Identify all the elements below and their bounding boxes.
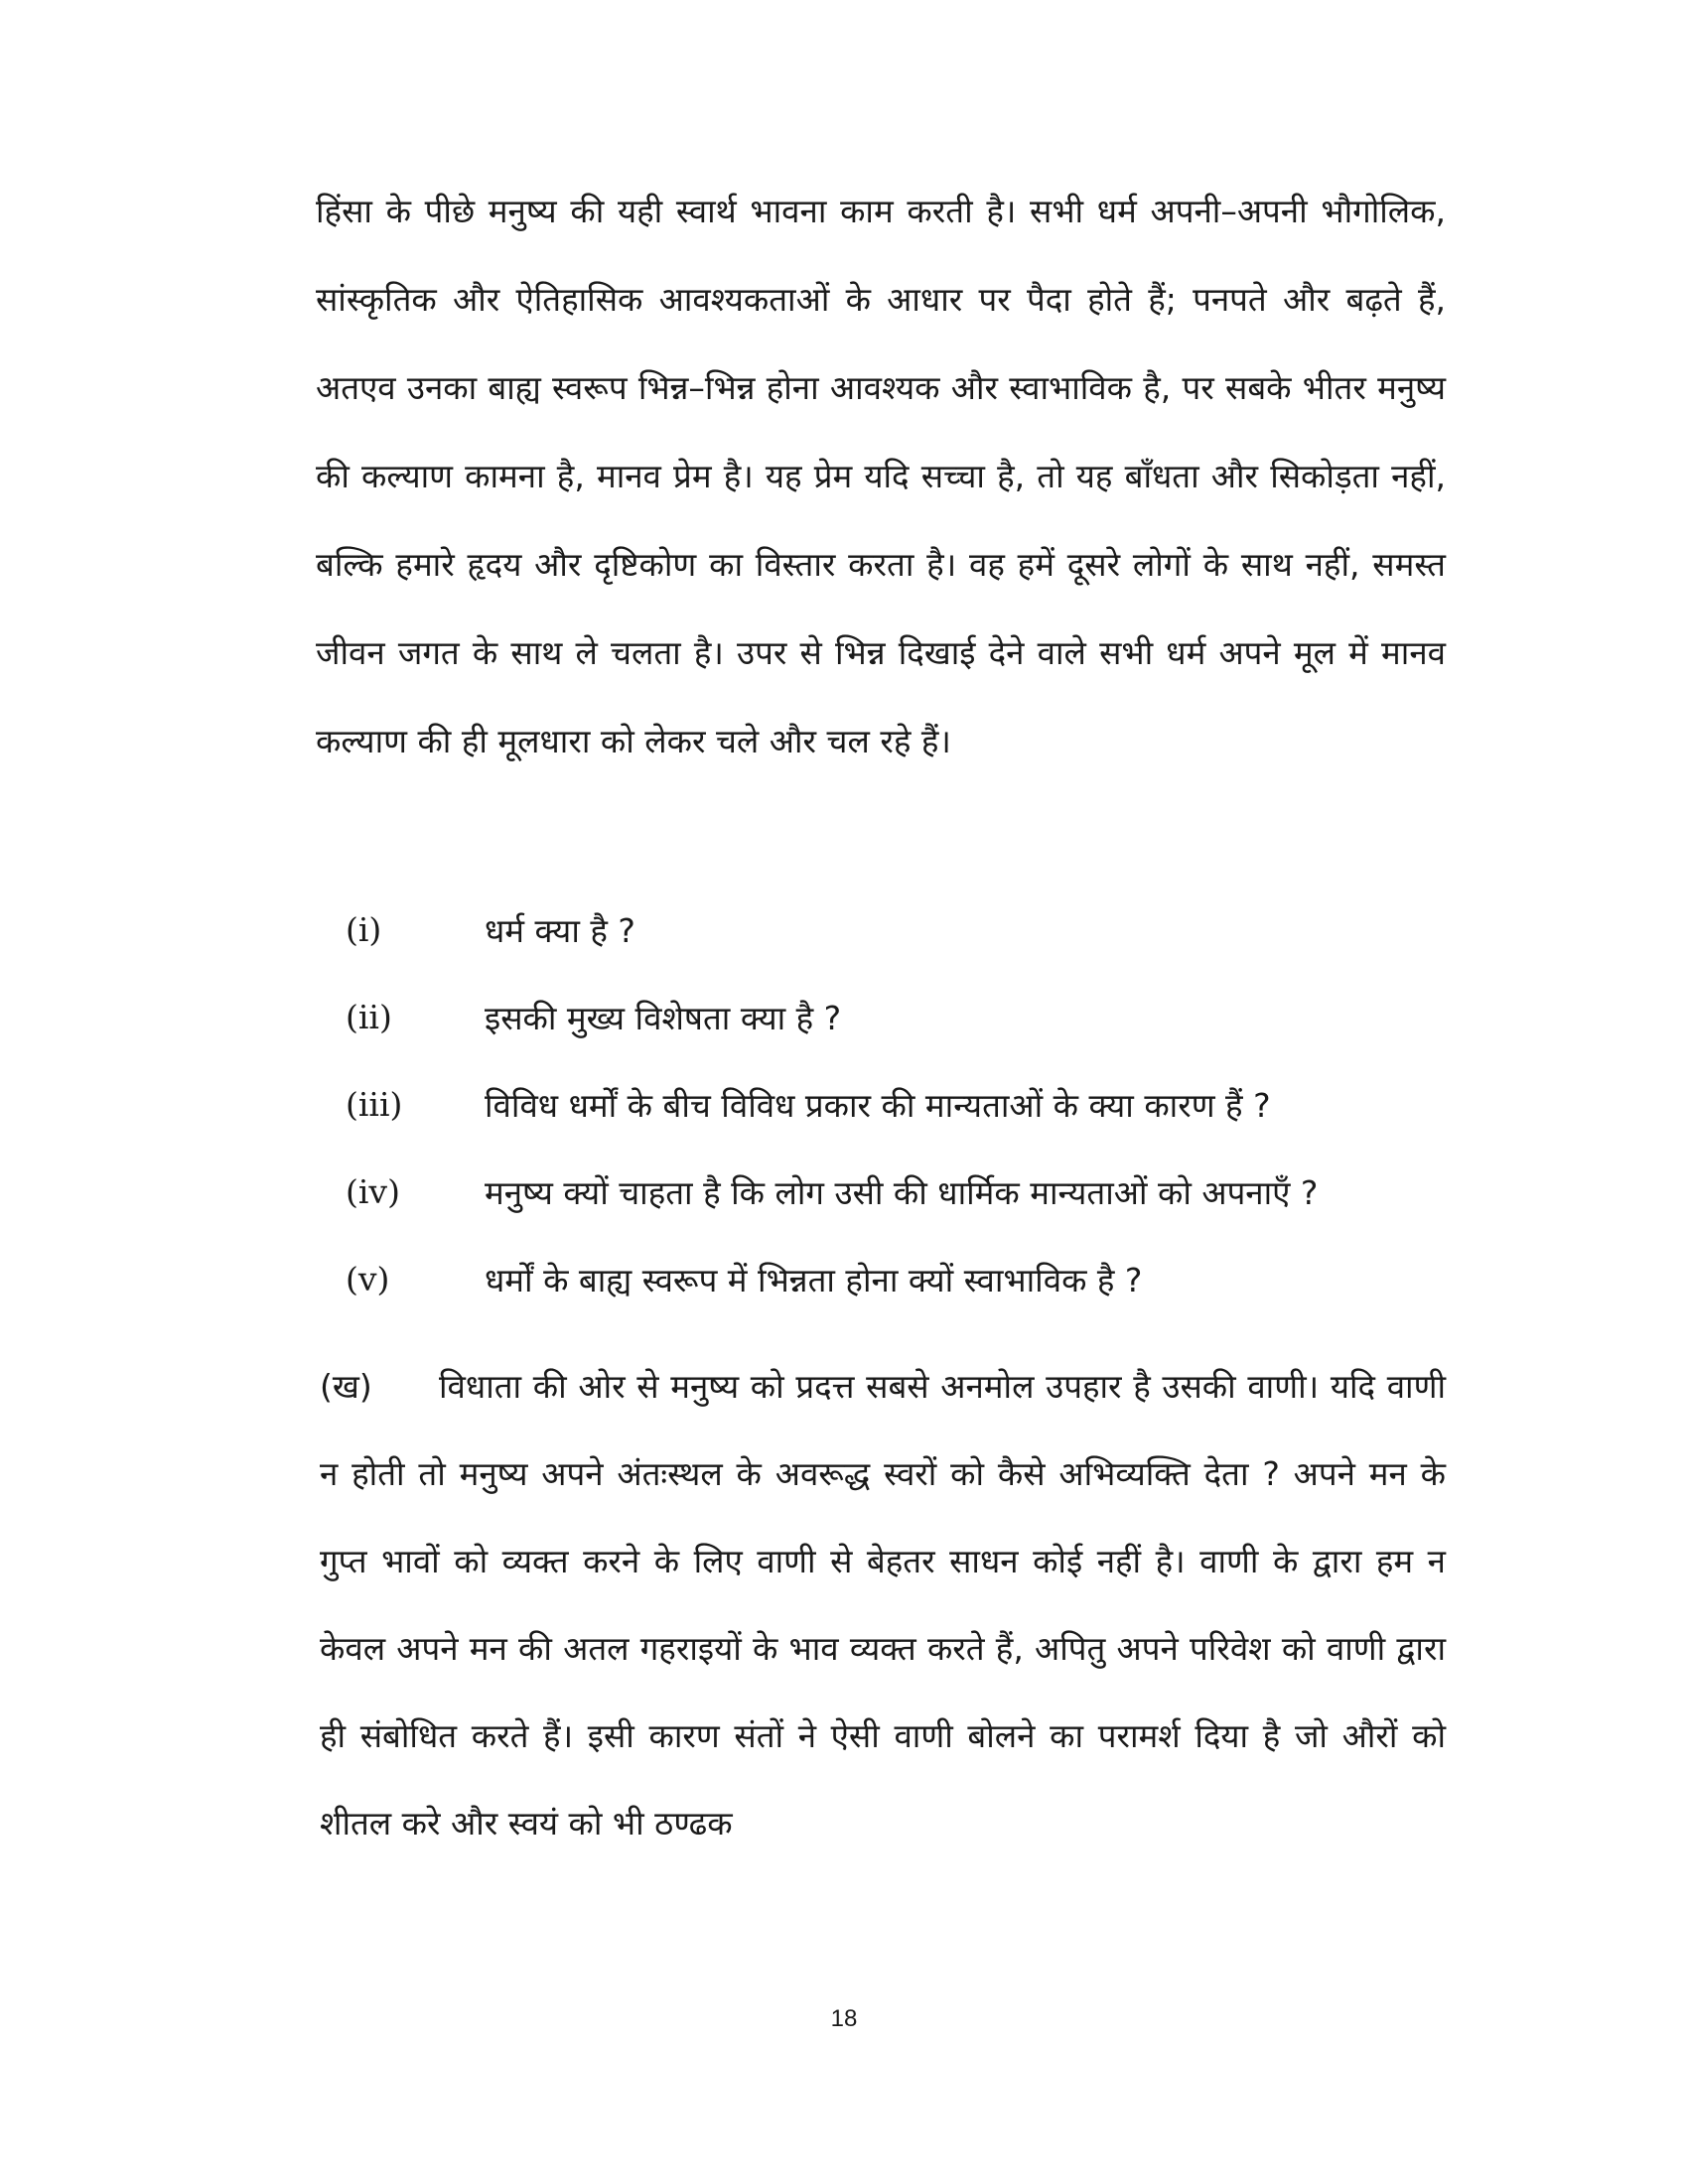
passage-one: हिंसा के पीछे मनुष्य की यही स्वार्थ भावना काम करती है। सभी धर्म अपनी–अपनी भौगोलिक, सांस्कृतिक और ऐतिहासिक आवश्यकताओं के आधार पर पैदा होते हैं; पनपते और बढ़ते हैं, अतएव उनका बाह्य स्वरूप भिन्न–भिन्न होना आवश्यक और स्वाभाविक है, पर सबके भीतर मनुष्य की कल्याण कामना है, मानव प्रेम है। यह प्रेम यदि सच्चा है, तो यह बाँधता और सिकोड़ता नहीं, बल्कि हमारे हृदय और दृष्टिकोण का विस्तार करता है। वह हमें दूसरे लोगों के साथ नहीं, समस्त जीवन जगत के साथ ले चलता है। उपर से भिन्न दिखाई देने वाले सभी धर्म अपने मूल में मानव कल्याण की ही मूलधारा को लेकर चले और चल रहे हैं। xyxy=(316,192,1446,760)
passage-two xyxy=(320,1343,1446,1867)
question-number: (iv) xyxy=(346,1171,400,1211)
section-marker: (ख) xyxy=(320,1367,372,1406)
question-number: (v) xyxy=(346,1259,390,1298)
page-number: 18 xyxy=(830,2005,858,2032)
question-number: (iii) xyxy=(346,1084,403,1124)
question-item xyxy=(346,1235,1487,1322)
passage-two-text: विधाता की ओर से मनुष्य को प्रदत्त सबसे अनमोल उपहार है उसकी वाणी। यदि वाणी न होती तो मनुष्य अपने अंतःस्थल के अवरूद्ध स्वरों को कैसे अभिव्यक्ति देता ? अपने मन के गुप्त भावों को व्यक्त करने के लिए वाणी से बेहतर साधन कोई नहीं है। वाणी के द्वारा हम न केवल अपने मन की अतल गहराइयों के भाव व्यक्त करते हैं, अपितु अपने परिवेश को वाणी द्वारा ही संबोधित करते हैं। इसी कारण संतों ने ऐसी वाणी बोलने का परामर्श दिया है जो औरों को शीतल करे और स्वयं को भी ठण्ढक xyxy=(320,1367,1446,1843)
question-text: विविध धर्मों के बीच विविध प्रकार की मान्यताओं के क्या कारण हैं ? xyxy=(485,1085,1271,1125)
question-item xyxy=(346,886,1487,973)
question-text: धर्म क्या है ? xyxy=(485,910,635,950)
question-item xyxy=(346,1060,1487,1148)
question-number: (i) xyxy=(346,909,382,949)
question-item xyxy=(346,973,1487,1060)
question-text: धर्मों के बाह्य स्वरूप में भिन्नता होना क्यों स्वाभाविक है ? xyxy=(485,1260,1143,1299)
question-list xyxy=(346,886,1487,1322)
question-text: मनुष्य क्यों चाहता है कि लोग उसी की धार्मिक मान्यताओं को अपनाएँ ? xyxy=(485,1172,1319,1212)
question-item xyxy=(346,1148,1487,1235)
question-number: (ii) xyxy=(346,997,392,1036)
question-text: इसकी मुख्य विशेषता क्या है ? xyxy=(485,998,842,1037)
